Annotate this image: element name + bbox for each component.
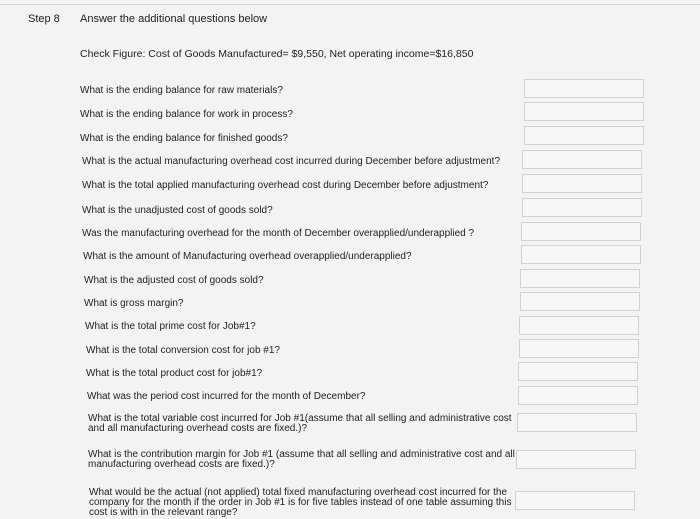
question-text: What was the period cost incurred for the month of December? [87,391,366,402]
question-text: What is the ending balance for work in process? [80,109,293,120]
instruction-text: Answer the additional questions below [80,13,268,25]
question-text: What is the total variable cost incurred for Job #1(assume that all selling and administrative cost and all manufacturing overhead costs are fixed.)? [88,413,512,434]
answer-input[interactable] [516,450,636,469]
step-label: Step 8 [28,13,60,25]
question-text: What is the contribution margin for Job #1 (assume that all selling and administrative cost and all manufacturing overhead costs are fixed.)? [88,449,515,470]
question-text: What is the total product cost for job#1? [86,368,263,379]
question-text: What is the ending balance for finished goods? [80,133,288,144]
question-text: What is the total conversion cost for job #1? [86,345,280,356]
answer-input[interactable] [521,245,641,264]
question-text: What is the amount of Manufacturing overhead overapplied/underapplied? [83,251,412,262]
question-text: What is the total applied manufacturing overhead cost during December before adjustment? [82,180,489,191]
question-text: What is the total prime cost for Job#1? [85,321,256,332]
answer-input[interactable] [520,292,640,311]
question-text: What is the ending balance for raw materials? [80,85,283,96]
answer-input[interactable] [524,126,644,145]
answer-input[interactable] [522,150,642,169]
answer-input[interactable] [522,198,642,217]
question-text: Was the manufacturing overhead for the month of December overapplied/underapplied ? [82,228,475,239]
question-text: What is the adjusted cost of goods sold? [84,275,264,286]
answer-input[interactable] [522,174,642,193]
check-figure-text: Check Figure: Cost of Goods Manufactured= $9,550, Net operating income=$16,850 [80,48,474,60]
answer-input[interactable] [521,222,641,241]
answer-input[interactable] [518,362,638,381]
answer-input[interactable] [519,316,639,335]
question-text: What is the actual manufacturing overhead cost incurred during December before adjustment? [82,156,501,167]
answer-input[interactable] [518,386,638,405]
answer-input[interactable] [517,413,637,432]
question-text: What is gross margin? [84,298,184,309]
answer-input[interactable] [520,269,640,288]
question-text: What would be the actual (not applied) total fixed manufacturing overhead cost incurred for the company for the month if the order in Job #1 is for five tables instead of one table assuming this cost is with in the relevant range? [89,487,512,518]
answer-input[interactable] [515,491,635,510]
answer-input[interactable] [524,79,644,98]
top-divider [0,4,700,5]
answer-input[interactable] [519,339,639,358]
question-text: What is the unadjusted cost of goods sold? [82,205,273,216]
answer-input[interactable] [524,102,644,121]
